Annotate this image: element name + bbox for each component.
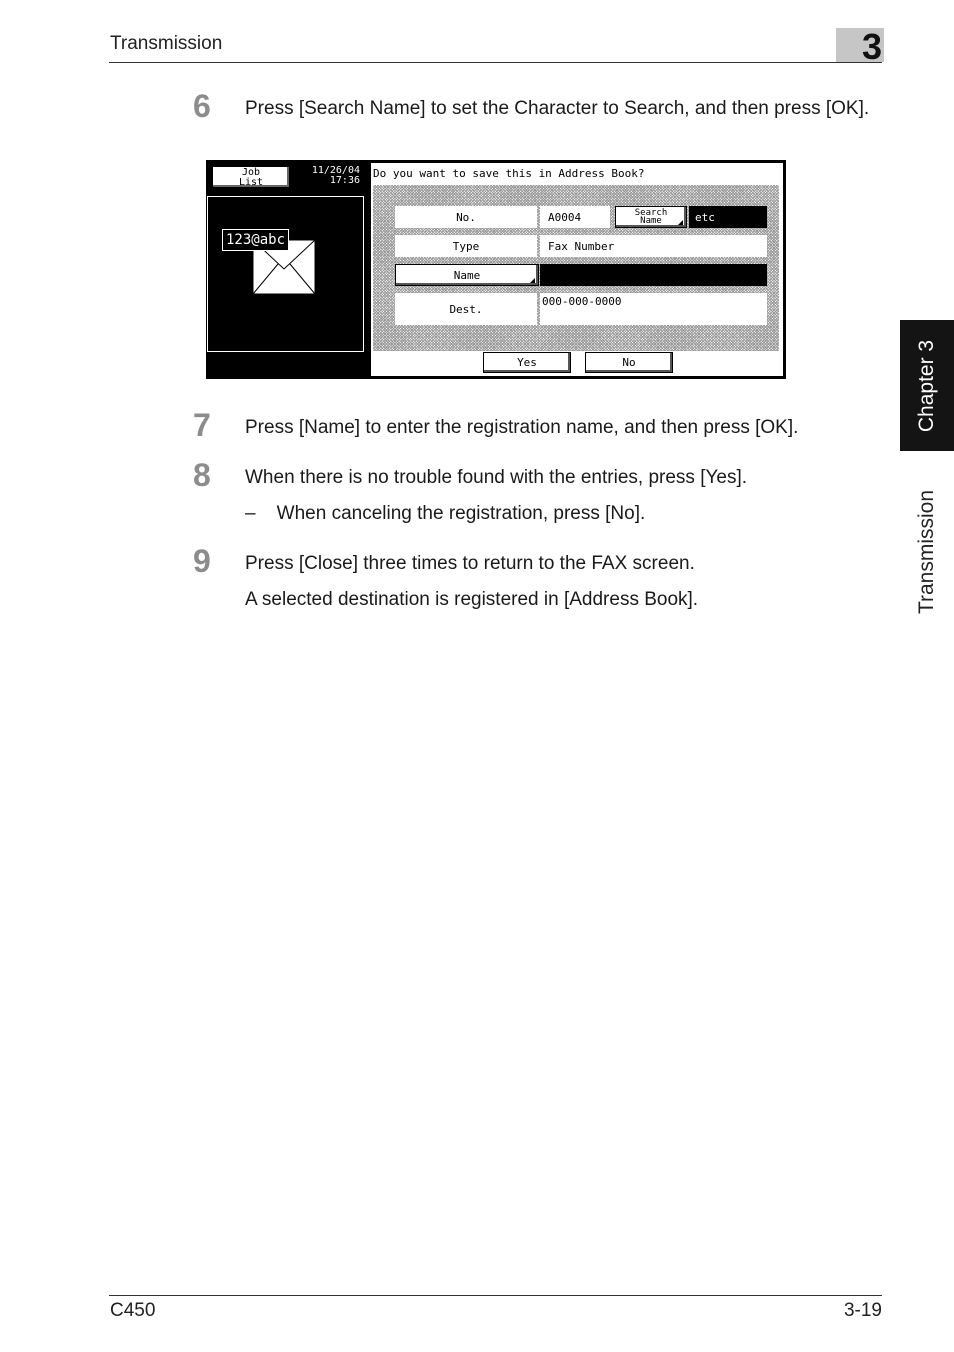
dest-value: 000-000-0000 xyxy=(540,293,767,325)
step-number-8: 8 xyxy=(193,457,211,493)
name-button[interactable] xyxy=(395,264,539,286)
datetime-display xyxy=(298,166,360,186)
search-name-line2: Name xyxy=(640,216,662,226)
header-rule xyxy=(109,62,882,63)
footer-rule xyxy=(109,1295,882,1296)
step-8-subitem: – When canceling the registration, press [No]. xyxy=(245,503,646,524)
side-tab-section xyxy=(900,452,954,652)
side-tab-section-label: Transmission xyxy=(915,489,938,615)
search-name-button[interactable] xyxy=(615,206,687,228)
address-label: 123@abc xyxy=(222,229,289,251)
step-8-text: When there is no trouble found with the entries, press [Yes]. xyxy=(245,467,748,488)
step-number-9: 9 xyxy=(193,543,211,579)
chapter-number: 3 xyxy=(861,26,882,67)
job-list-line2: List xyxy=(238,177,264,188)
destination-preview-pane xyxy=(207,196,364,352)
date-text: 11/26/04 xyxy=(311,165,360,176)
job-list-line1: Job xyxy=(241,167,261,178)
no-label: No. xyxy=(395,206,537,228)
search-name-line1: Search xyxy=(634,208,668,218)
yes-button[interactable]: Yes xyxy=(483,352,571,373)
no-button[interactable]: No xyxy=(585,352,673,373)
side-tab-chapter xyxy=(900,320,954,451)
corner-arrow-icon xyxy=(530,278,535,283)
step-9-text: Press [Close] three times to return to the FAX screen. xyxy=(245,553,695,574)
footer-page-number: 3-19 xyxy=(843,1300,882,1321)
chapter-number-box xyxy=(836,26,884,67)
device-screen-illustration xyxy=(206,160,786,379)
job-list-button[interactable] xyxy=(212,166,290,188)
name-button-label: Name xyxy=(453,268,481,282)
save-address-dialog xyxy=(369,161,785,378)
type-label: Type xyxy=(395,235,537,257)
type-value: Fax Number xyxy=(540,235,767,257)
no-value: A0004 xyxy=(540,206,610,228)
step-7-text: Press [Name] to enter the registration name, and then press [OK]. xyxy=(245,417,799,438)
header-section-title: Transmission xyxy=(110,33,223,54)
dialog-question: Do you want to save this in Address Book? xyxy=(373,167,645,180)
step-number-6: 6 xyxy=(193,88,211,124)
time-text: 17:36 xyxy=(329,175,360,186)
footer-model: C450 xyxy=(110,1300,156,1321)
side-tab-chapter-label: Chapter 3 xyxy=(915,339,938,432)
corner-arrow-icon xyxy=(678,220,683,225)
search-character-value: etc xyxy=(689,206,767,228)
step-9-note: A selected destination is registered in [Address Book]. xyxy=(245,589,699,610)
name-value xyxy=(540,264,767,286)
step-6-text: Press [Search Name] to set the Character to Search, and then press [OK]. xyxy=(245,98,870,119)
dest-label: Dest. xyxy=(395,293,537,325)
step-number-7: 7 xyxy=(193,407,211,443)
